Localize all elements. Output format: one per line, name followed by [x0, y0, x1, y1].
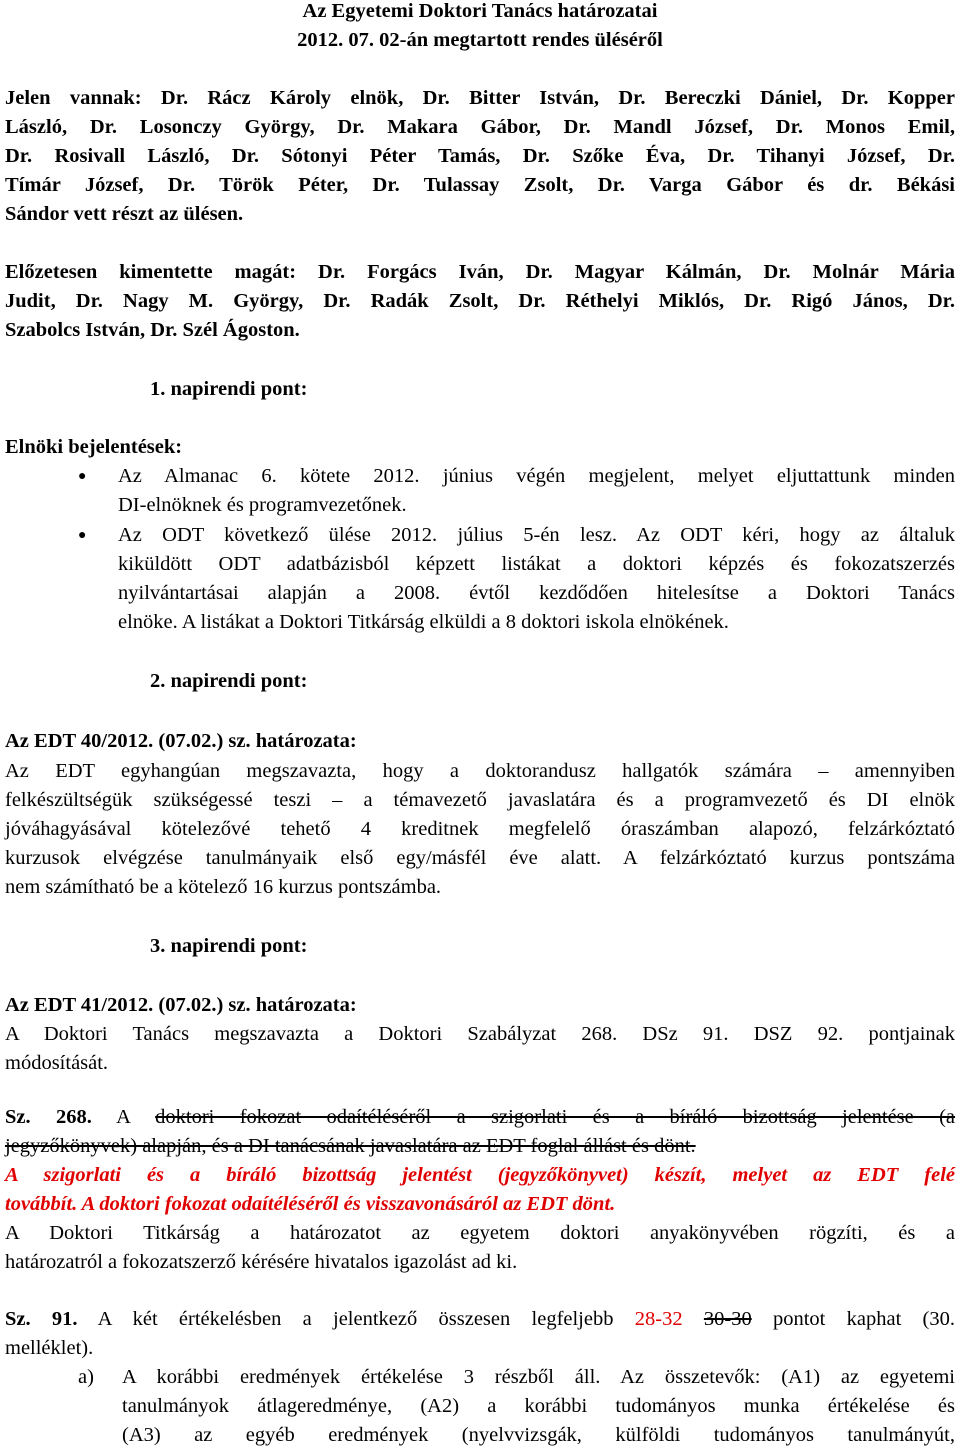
bullet-line: kiküldött ODT adatbázisból képzett listákat a doktori képzés és fokozatszerzés [118, 553, 955, 575]
document-subtitle: 2012. 07. 02-án megtartott rendes üléséről [297, 29, 663, 51]
agenda-2-heading: 2. napirendi pont: [150, 670, 308, 692]
deleted-text: doktori fokozat odaítéléséről a szigorlati és a bíráló bizottság jelentése (a [155, 1106, 956, 1128]
sz-268-first-word: A [116, 1106, 130, 1128]
document-title: Az Egyetemi Doktori Tanács határozatai [302, 0, 658, 22]
list-letter: a) [78, 1366, 94, 1388]
agenda-1-subheading: Elnöki bejelentések: [5, 436, 183, 458]
resolution-40-heading: Az EDT 40/2012. (07.02.) sz. határozata: [5, 730, 357, 752]
inserted-text: továbbít. A doktori fokozat odaítéléséről és visszavonásáról az EDT dönt. [5, 1193, 616, 1215]
bullet-line: nyilvántartásai alapján a 2008. évtől kezdődően hitelesítse a Doktori Tanács [118, 582, 955, 604]
sz-91-text: pontot kaphat (30. [772, 1308, 956, 1330]
paragraph-line: Az EDT egyhangúan megszavazta, hogy a doktorandusz hallgatók számára – amennyiben [5, 760, 955, 782]
paragraph-line: nem számítható be a kötelező 16 kurzus pontszámba. [5, 876, 442, 898]
agenda-1-heading: 1. napirendi pont: [150, 378, 308, 400]
sz-268-label: Sz. 268. [5, 1106, 92, 1128]
bullet-icon: ● [78, 469, 87, 484]
bullet-line: DI-elnöknek és programvezetőnek. [118, 494, 407, 516]
sz-91-label: Sz. 91. [5, 1308, 78, 1330]
paragraph-line: Judit, Dr. Nagy M. György, Dr. Radák Zsolt, Dr. Réthelyi Miklós, Dr. Rigó János, Dr. [5, 290, 955, 312]
inserted-value: 28-32 [634, 1308, 683, 1330]
paragraph-line: melléklet). [5, 1337, 94, 1359]
list-item-line: tanulmányok átlageredménye, (A2) a korábbi tudományos munka értékelése és [122, 1395, 955, 1417]
resolution-41-heading: Az EDT 41/2012. (07.02.) sz. határozata: [5, 994, 357, 1016]
deleted-text: jegyzőkönyvek) alapján, és a DI tanácsának javaslatára az EDT foglal állást és dönt. [5, 1135, 696, 1157]
list-item-line: (A3) az egyéb eredmények (nyelvvizsgák, külföldi tudományos tanulmányút, [122, 1424, 955, 1446]
inserted-text: A szigorlati és a bíráló bizottság jelentést (jegyzőkönyvet) készít, melyet az EDT felé [5, 1164, 955, 1186]
bullet-line: Az Almanac 6. kötete 2012. június végén megjelent, melyet eljuttattunk minden [118, 465, 955, 487]
paragraph-line: Jelen vannak: Dr. Rácz Károly elnök, Dr. Bitter István, Dr. Bereczki Dániel, Dr. Kopper [5, 87, 955, 109]
paragraph-line: Szabolcs István, Dr. Szél Ágoston. [5, 319, 300, 341]
paragraph-line: Előzetesen kimentette magát: Dr. Forgács Iván, Dr. Magyar Kálmán, Dr. Molnár Mária [5, 261, 955, 283]
bullet-line: elnöke. A listákat a Doktori Titkárság elküldi a 8 doktori iskola elnökének. [118, 611, 729, 633]
paragraph-line: módosítását. [5, 1052, 109, 1074]
paragraph-line: Tímár József, Dr. Török Péter, Dr. Tulassay Zsolt, Dr. Varga Gábor és dr. Békási [5, 174, 955, 196]
paragraph-line: jóváhagyásával kötelezővé tehető 4 kreditnek megfelelő óraszámban alapozó, felzárkóztató [5, 818, 955, 840]
sz-268-line-1 [5, 1103, 955, 1132]
paragraph-line: A Doktori Tanács megszavazta a Doktori Szabályzat 268. DSz 91. DSZ 92. pontjainak [5, 1023, 955, 1045]
agenda-3-heading: 3. napirendi pont: [150, 935, 308, 957]
sz-91-text: A két értékelésben a jelentkező összesen legfeljebb [97, 1308, 614, 1330]
bullet-icon: ● [78, 528, 87, 543]
list-item-line: A korábbi eredmények értékelése 3 részből áll. Az összetevők: (A1) az egyetemi [122, 1366, 955, 1388]
paragraph-line: László, Dr. Losonczy György, Dr. Makara Gábor, Dr. Mandl József, Dr. Monos Emil, [5, 116, 955, 138]
paragraph-line: felkészültségük szükségessé teszi – a témavezető javaslatára és a programvezető és DI elnök [5, 789, 955, 811]
paragraph-line: Sándor vett részt az ülésen. [5, 203, 244, 225]
paragraph-line: Dr. Rosivall László, Dr. Sótonyi Péter Tamás, Dr. Szőke Éva, Dr. Tihanyi József, Dr. [5, 145, 955, 167]
paragraph-line: kurzusok elvégzése tanulmányaik első egy/másfél éve alatt. A felzárkóztató kurzus pontszáma [5, 847, 955, 869]
deleted-value: 30-30 [703, 1308, 752, 1330]
sz-91-line-1 [5, 1305, 955, 1334]
bullet-line: Az ODT következő ülése 2012. július 5-én lesz. Az ODT kéri, hogy az általuk [118, 524, 955, 546]
paragraph-line: határozatról a fokozatszerző kérésére hivatalos igazolást ad ki. [5, 1251, 518, 1273]
paragraph-line: A Doktori Titkárság a határozatot az egyetem doktori anyakönyvében rögzíti, és a [5, 1222, 955, 1244]
